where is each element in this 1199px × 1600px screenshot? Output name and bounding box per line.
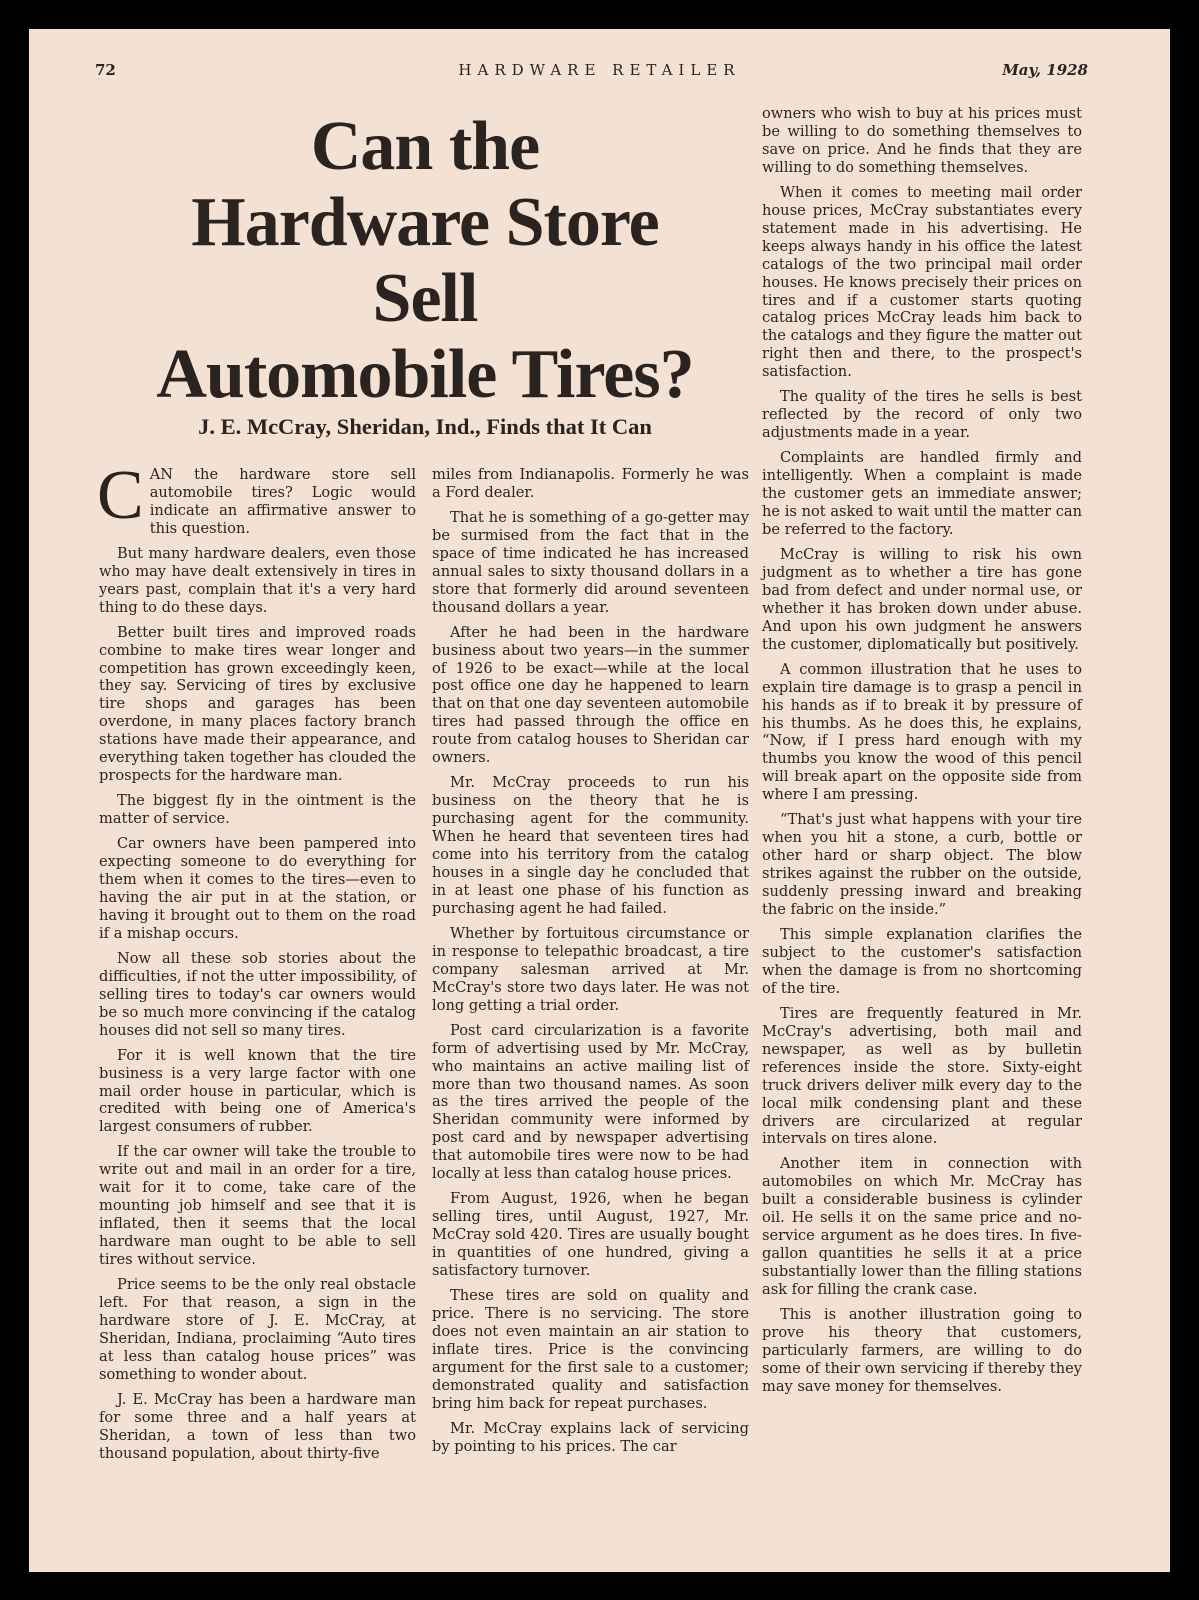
paragraph: CAN the hardware store sell automobile tires? Logic would indicate an affirmative answer to this question. [97,457,416,537]
paragraph: McCray is willing to risk his own judgment as to whether a tire has gone bad from defect and under normal use, or whether it has broken down under abuse. And upon his own judgment he answers the customer, diplomatically but positively. [762,545,1082,653]
paragraph: When it comes to meeting mail order house prices, McCray substantiates every statement made in his advertising. He keeps always handy in his office the latest catalogs of the two principal mail order houses. He knows precisely their prices on tires and if a customer starts quoting catalog prices McCray leads him back to the catalogs and they figure the matter out right then and there, to the prospect's satisfaction. [762,183,1082,381]
title-line: Can the [310,108,540,185]
running-head [29,61,1170,83]
article-column-3 [762,105,1082,1403]
paragraph: miles from Indianapolis. Formerly he was a Ford dealer. [432,466,749,501]
paragraph: These tires are sold on quality and price. There is no servicing. The store does not even maintain an air station to inflate tires. Price is the convincing argument for the first sale to a customer; demonstrated quality and satisfaction bring him back for repeat purchases. [432,1286,749,1412]
paragraph: This is another illustration going to prove his theory that customers, particularly farmers, are willing to do some of their own servicing if thereby they may save money for themselves. [762,1306,1082,1395]
paragraph: Price seems to be the only real obstacle left. For that reason, a sign in the hardware store of J. E. McCray, at Sheridan, Indiana, proclaiming “Auto tires at less than catalog house prices” was something to wonder about. [99,1276,416,1383]
paragraph: If the car owner will take the trouble to write out and mail in an order for a tire, wait for it to come, take care of the mounting job himself and see that it is inflated, then it seems that the local hardware man ought to be able to sell tires without service. [99,1143,416,1269]
paragraph: Tires are frequently featured in Mr. McCray's advertising, both mail and newspaper, as well as by bulletin references inside the store. Sixty-eight truck drivers deliver milk every day to the local milk condensing plant and these drivers are circularized at regular intervals on tires alone. [762,1004,1082,1148]
paragraph: Better built tires and improved roads combine to make tires wear longer and competition has grown exceedingly keen, they say. Servicing of tires by exclusive tire shops and garages has been overdone, in many places factory branch stations have made their appearance, and everything taken together has clouded the prospects for the hardware man. [99,623,416,785]
title-line: Hardware Store [191,184,659,261]
paragraph: Mr. McCray proceeds to run his business on the theory that he is purchasing agent for the community. When he heard that seventeen tires had come into his territory from the catalog houses in a single day he concluded that in at least one phase of his function as purchasing agent he had failed. [432,774,749,917]
journal-name: HARDWARE RETAILER [458,61,741,79]
paragraph: J. E. McCray has been a hardware man for some three and a half years at Sheridan, a town of less than two thousand population, about thirty-five [99,1390,416,1462]
paragraph: Whether by fortuitous circumstance or in response to telepathic broadcast, a tire company salesman arrived at Mr. McCray's store two days later. He was not long getting a trial order. [432,924,749,1014]
article-title [121,109,729,413]
paragraph: The quality of the tires he sells is best reflected by the record of only two adjustments made in a year. [762,388,1082,442]
paragraph: Another item in connection with automobiles on which Mr. McCray has built a considerable business is cylinder oil. He sells it on the same price and no-service argument as he does tires. In five-gallon quantities he sells it at a price substantially lower than the filling stations ask for filling the crank case. [762,1155,1082,1299]
paragraph: The biggest fly in the ointment is the matter of service. [99,792,416,828]
page-number: 72 [95,61,116,79]
issue-date: May, 1928 [1002,61,1088,79]
paragraph: After he had been in the hardware business about two years—in the summer of 1926 to be exact—while at the local post office one day he happened to learn that on that one day seventeen automobile tires had passed through the office en route from catalog houses to Sheridan car owners. [432,623,749,767]
article-column-2 [432,466,749,1463]
paragraph: owners who wish to buy at his prices must be willing to do something themselves to save on price. And he finds that they are willing to do something themselves. [762,105,1082,176]
paragraph: A common illustration that he uses to explain tire damage is to grasp a pencil in his hands as if to break it by pressure of his thumbs. As he does this, he explains, “Now, if I press hard enough with my thumbs you know the wood of this pencil will break apart on the opposite side from where I am pressing. [762,660,1082,804]
magazine-page [29,29,1170,1572]
paragraph: Car owners have been pampered into expecting someone to do everything for them when it comes to the tires—even to having the air put in at the station, or having it brought out to them on the road if a mishap occurs. [99,835,416,942]
paragraph: That he is something of a go-getter may be surmised from the fact that in the space of time indicated he has increased annual sales to sixty thousand dollars in a store that formerly did around seventeen thousand dollars a year. [432,508,749,616]
title-line: Automobile Tires? [156,336,694,413]
paragraph: Post card circularization is a favorite form of advertising used by Mr. McCray, who maintains an active mailing list of more than two thousand names. As soon as the tires arrived the people of the Sheridan community were informed by post card and by newspaper advertising that automobile tires were now to be had locally at less than catalog house prices. [432,1021,749,1183]
drop-cap: C [97,457,144,534]
paragraph: From August, 1926, when he began selling tires, until August, 1927, Mr. McCray sold 420. Tires are usually bought in quantities of one hundred, giving a satisfactory turnover. [432,1190,749,1280]
paragraph: This simple explanation clarifies the subject to the customer's satisfaction when the damage is from no shortcoming of the tire. [762,925,1082,997]
paragraph: “That's just what happens with your tire when you hit a stone, a curb, bottle or other hard or sharp object. The blow strikes against the rubber on the outside, suddenly pressing inward and breaking the fabric on the inside.” [762,811,1082,919]
article-column-1 [97,457,416,1470]
paragraph: Complaints are handled firmly and intelligently. When a complaint is made the customer gets an immediate answer; he is not asked to wait until the matter can be referred to the factory. [762,449,1082,538]
article-subtitle: J. E. McCray, Sheridan, Ind., Finds that It Can [198,414,652,439]
paragraph: Now all these sob stories about the difficulties, if not the utter impossibility, of selling tires to today's car owners would be so much more convincing if the catalog houses did not sell so many tires. [99,949,416,1039]
paragraph: But many hardware dealers, even those who may have dealt extensively in tires in years past, complain that it's a very hard thing to do these days. [99,544,416,616]
title-line: Sell [372,260,478,337]
paragraph: For it is well known that the tire business is a very large factor with one mail order house in particular, which is credited with being one of America's largest consumers of rubber. [99,1046,416,1136]
paragraph: Mr. McCray explains lack of servicing by pointing to his prices. The car [432,1419,749,1455]
